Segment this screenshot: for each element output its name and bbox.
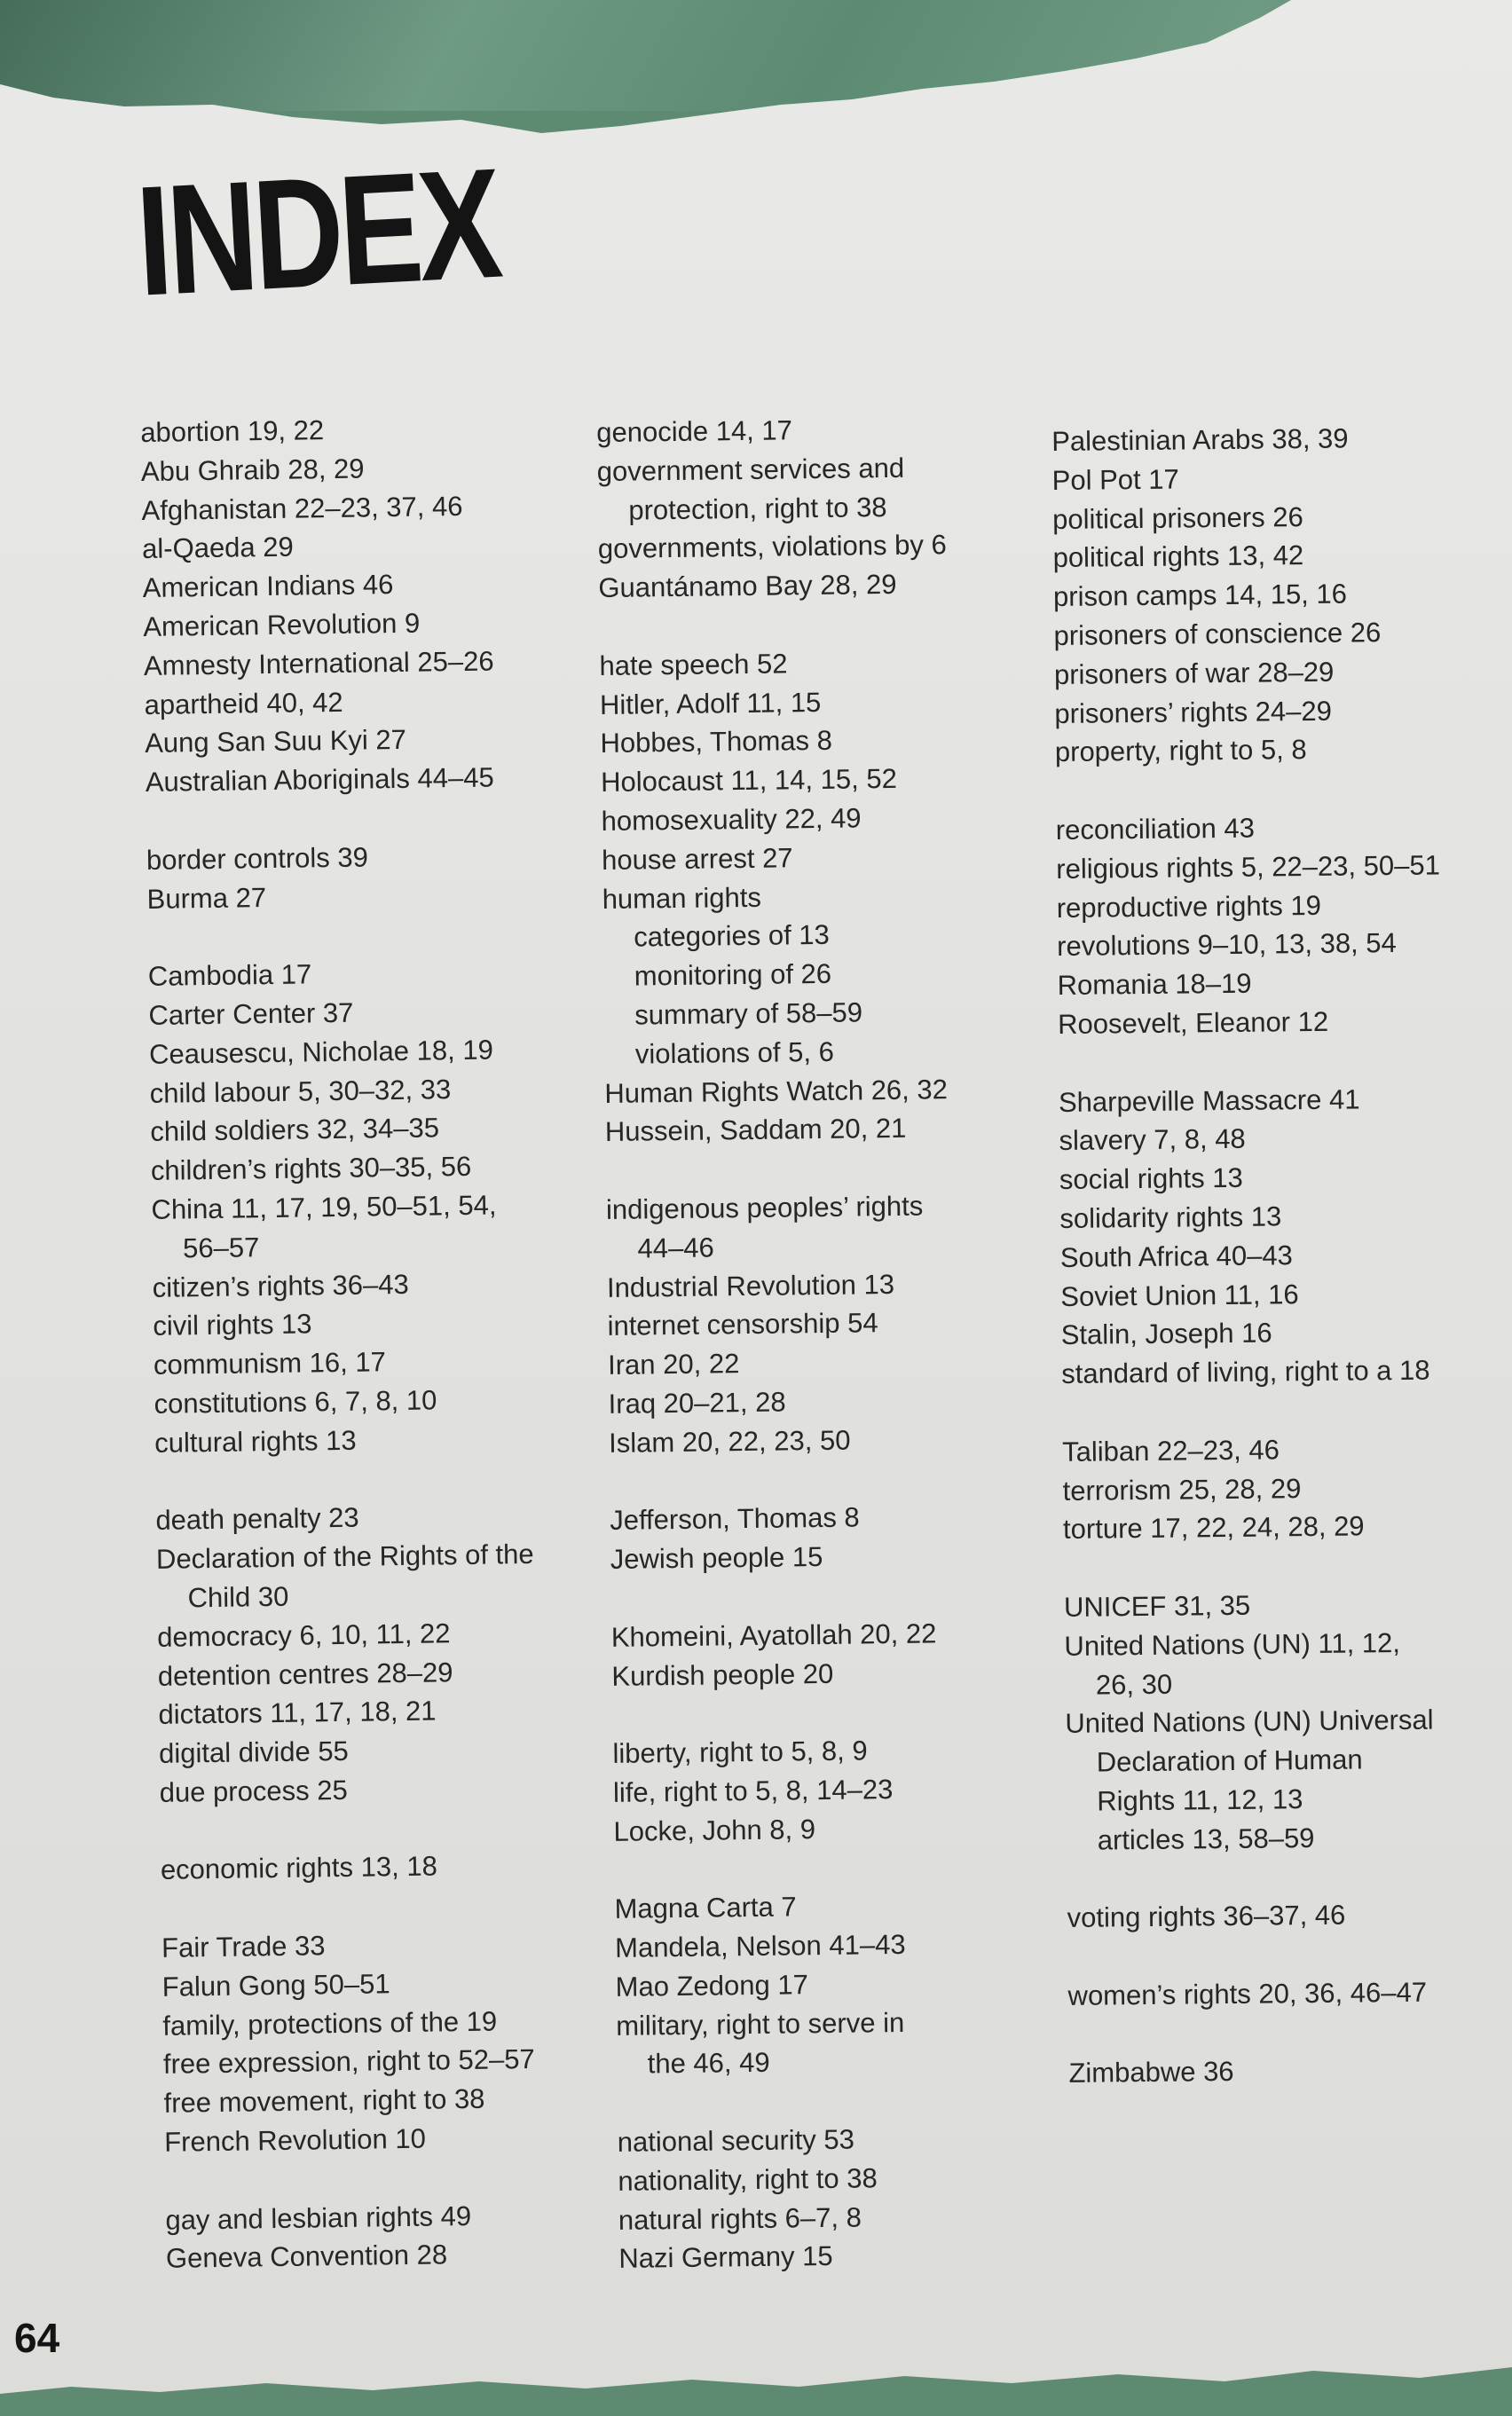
index-entry: Cambodia 17 xyxy=(147,958,312,993)
index-entry: dictators 11, 17, 18, 21 xyxy=(158,1695,437,1731)
index-entry: prisoners of conscience 26 xyxy=(1053,617,1382,651)
page-number: 64 xyxy=(14,2315,60,2361)
index-gap xyxy=(599,602,1060,647)
index-entry: family, protections of the 19 xyxy=(162,2005,498,2042)
index-entry: hate speech 52 xyxy=(599,648,788,681)
index-gap xyxy=(161,1884,623,1929)
index-entry: due process 25 xyxy=(159,1774,348,1808)
index-entry: China 11, 17, 19, 50–51, 54, xyxy=(151,1189,497,1225)
index-entry: Locke, John 8, 9 xyxy=(613,1813,816,1847)
index-column-3 xyxy=(1051,418,1512,2094)
index-entry: Romania 18–19 xyxy=(1057,967,1252,1002)
index-entry: cultural rights 13 xyxy=(154,1424,357,1459)
index-entry: prison camps 14, 15, 16 xyxy=(1052,578,1348,613)
index-entry: free expression, right to 52–57 xyxy=(162,2043,535,2081)
index-entry: Guantánamo Bay 28, 29 xyxy=(598,569,897,604)
index-entry: genocide 14, 17 xyxy=(596,414,793,448)
index-entry: Jefferson, Thomas 8 xyxy=(610,1501,860,1537)
index-entry: Burma 27 xyxy=(146,881,267,915)
index-subentry: articles 13, 58–59 xyxy=(1097,1822,1315,1856)
index-entry: political rights 13, 42 xyxy=(1052,539,1304,574)
index-entry: slavery 7, 8, 48 xyxy=(1059,1123,1246,1157)
index-column-2 xyxy=(596,408,1081,2278)
index-entry: border controls 39 xyxy=(146,841,369,876)
index-entry: military, right to serve in xyxy=(615,2006,905,2042)
index-entry: Pol Pot 17 xyxy=(1051,463,1179,496)
index-entry: Sharpeville Massacre 41 xyxy=(1058,1082,1360,1118)
index-entry: political prisoners 26 xyxy=(1051,500,1303,535)
index-entry: Soviet Union 11, 16 xyxy=(1060,1278,1299,1312)
index-entry: Holocaust 11, 14, 15, 52 xyxy=(600,763,898,799)
index-entry: torture 17, 22, 24, 28, 29 xyxy=(1062,1510,1365,1546)
index-entry: citizen’s rights 36–43 xyxy=(152,1268,409,1303)
index-entry: governments, violations by 6 xyxy=(597,529,947,565)
index-entry: Aung San Suu Kyi 27 xyxy=(144,724,407,759)
index-entry: Iraq 20–21, 28 xyxy=(608,1386,786,1420)
index-entry: Ceausescu, Nicholae 18, 19 xyxy=(148,1034,494,1070)
index-gap xyxy=(605,1146,1067,1191)
index-entry: Abu Ghraib 28, 29 xyxy=(140,453,365,487)
index-entry: life, right to 5, 8, 14–23 xyxy=(612,1773,894,1808)
index-gap xyxy=(609,1457,1070,1501)
index-entry: Hobbes, Thomas 8 xyxy=(600,725,833,759)
index-entry: constitutions 6, 7, 8, 10 xyxy=(154,1384,437,1420)
index-gap xyxy=(610,1573,1072,1617)
index-entry: Industrial Revolution 13 xyxy=(606,1268,895,1303)
index-entry: nationality, right to 38 xyxy=(618,2162,878,2197)
index-entry: civil rights 13 xyxy=(153,1308,312,1342)
index-gap xyxy=(1055,767,1512,811)
index-subentry: the 46, 49 xyxy=(647,2047,770,2080)
index-gap xyxy=(1063,1545,1512,1588)
index-entry: house arrest 27 xyxy=(601,842,793,876)
index-gap xyxy=(614,1845,1075,1890)
index-entry: Nazi Germany 15 xyxy=(618,2240,833,2275)
index-entry: internet censorship 54 xyxy=(607,1307,878,1342)
index-gap xyxy=(160,1806,622,1851)
index-gap xyxy=(612,1690,1074,1735)
index-entry: Magna Carta 7 xyxy=(614,1891,797,1925)
index-entry: natural rights 6–7, 8 xyxy=(618,2201,862,2236)
index-entry: Amnesty International 25–26 xyxy=(143,645,494,681)
index-column-1 xyxy=(140,407,627,2278)
index-entry: women’s rights 20, 36, 46–47 xyxy=(1067,1976,1428,2011)
index-subentry: 44–46 xyxy=(637,1232,714,1264)
index-entry: South Africa 40–43 xyxy=(1059,1239,1294,1273)
index-entry: Kurdish people 20 xyxy=(611,1657,834,1692)
index-entry: abortion 19, 22 xyxy=(140,414,325,448)
index-subentry: 56–57 xyxy=(182,1231,260,1264)
index-entry: reconciliation 43 xyxy=(1055,812,1256,846)
index-gap xyxy=(1058,1039,1512,1082)
index-gap xyxy=(617,2079,1078,2123)
index-entry: religious rights 5, 22–23, 50–51 xyxy=(1056,849,1441,885)
index-entry: Roosevelt, Eleanor 12 xyxy=(1057,1005,1329,1040)
index-entry: communism 16, 17 xyxy=(153,1346,387,1381)
index-entry: economic rights 13, 18 xyxy=(160,1850,438,1886)
index-entry: Human Rights Watch 26, 32 xyxy=(604,1073,949,1109)
index-entry: American Revolution 9 xyxy=(143,607,421,642)
index-entry: national security 53 xyxy=(617,2123,855,2158)
index-entry: Zimbabwe 36 xyxy=(1068,2056,1234,2089)
index-entry: Afghanistan 22–23, 37, 46 xyxy=(141,490,463,526)
index-entry: American Indians 46 xyxy=(142,569,394,604)
index-entry: Jewish people 15 xyxy=(610,1541,823,1576)
index-entry: social rights 13 xyxy=(1059,1161,1243,1196)
index-entry: Islam 20, 22, 23, 50 xyxy=(608,1424,851,1459)
index-entry: indigenous peoples’ rights xyxy=(605,1190,924,1225)
index-entry: child labour 5, 30–32, 33 xyxy=(149,1073,452,1109)
index-entry: voting rights 36–37, 46 xyxy=(1067,1899,1346,1934)
index-entry: Mao Zedong 17 xyxy=(615,1969,809,2003)
index-entry: French Revolution 10 xyxy=(163,2122,427,2158)
index-entry: standard of living, right to a 18 xyxy=(1061,1354,1430,1390)
index-entry: al-Qaeda 29 xyxy=(141,531,294,565)
index-entry: United Nations (UN) 11, 12, xyxy=(1064,1626,1401,1662)
index-entry: Iran 20, 22 xyxy=(607,1348,740,1381)
index-subentry: categories of 13 xyxy=(634,919,831,953)
index-entry: Taliban 22–23, 46 xyxy=(1061,1434,1280,1468)
index-entry: apartheid 40, 42 xyxy=(144,686,343,720)
index-entry: liberty, right to 5, 8, 9 xyxy=(612,1735,868,1769)
index-entry: child soldiers 32, 34–35 xyxy=(150,1112,440,1148)
index-entry: Falun Gong 50–51 xyxy=(161,1968,390,2003)
index-subentry: Child 30 xyxy=(187,1580,289,1614)
index-entry: reproductive rights 19 xyxy=(1056,889,1322,924)
index-gap xyxy=(147,912,610,957)
index-entry: revolutions 9–10, 13, 38, 54 xyxy=(1057,927,1397,963)
index-entry: terrorism 25, 28, 29 xyxy=(1062,1472,1302,1507)
index-subentry: summary of 58–59 xyxy=(634,996,863,1031)
index-entry: free movement, right to 38 xyxy=(163,2083,485,2120)
index-entry: Mandela, Nelson 41–43 xyxy=(614,1928,906,1963)
index-entry: Fair Trade 33 xyxy=(161,1930,326,1963)
index-entry: government services and xyxy=(596,452,905,487)
index-entry: democracy 6, 10, 11, 22 xyxy=(157,1617,451,1653)
index-gap xyxy=(155,1456,618,1501)
index-gap xyxy=(1068,2011,1512,2054)
index-gap xyxy=(146,796,608,841)
index-entry: Geneva Convention 28 xyxy=(165,2239,448,2275)
index-subentry: 26, 30 xyxy=(1095,1668,1173,1701)
index-subentry: Declaration of Human xyxy=(1096,1743,1363,1778)
page-title: INDEX xyxy=(132,136,502,329)
index-entry: homosexuality 22, 49 xyxy=(601,802,862,837)
index-entry: Declaration of the Rights of the xyxy=(155,1539,534,1575)
index-entry: death penalty 23 xyxy=(155,1501,359,1537)
index-gap xyxy=(1067,1933,1512,1977)
index-subentry: monitoring of 26 xyxy=(634,957,832,992)
index-entry: prisoners’ rights 24–29 xyxy=(1054,695,1333,729)
index-entry: Khomeini, Ayatollah 20, 22 xyxy=(610,1617,937,1653)
index-gap xyxy=(1067,1855,1512,1899)
index-entry: property, right to 5, 8 xyxy=(1054,734,1307,768)
index-entry: digital divide 55 xyxy=(158,1735,350,1769)
index-entry: human rights xyxy=(602,881,762,915)
index-entry: prisoners of war 28–29 xyxy=(1053,656,1335,690)
index-entry: Carter Center 37 xyxy=(148,996,354,1031)
index-entry: Hitler, Adolf 11, 15 xyxy=(599,686,822,720)
index-entry: children’s rights 30–35, 56 xyxy=(150,1151,472,1187)
index-subentry: violations of 5, 6 xyxy=(634,1035,835,1070)
index-gap xyxy=(165,2155,627,2200)
index-gap xyxy=(1061,1389,1512,1432)
index-entry: solidarity rights 13 xyxy=(1059,1200,1282,1234)
index-entry: UNICEF 31, 35 xyxy=(1063,1589,1251,1623)
index-entry: Stalin, Joseph 16 xyxy=(1060,1317,1272,1351)
index-entry: gay and lesbian rights 49 xyxy=(165,2200,472,2236)
index-entry: Palestinian Arabs 38, 39 xyxy=(1051,422,1349,457)
index-entry: Hussein, Saddam 20, 21 xyxy=(604,1113,907,1148)
index-entry: United Nations (UN) Universal xyxy=(1065,1704,1434,1740)
index-subentry: protection, right to 38 xyxy=(628,491,887,526)
index-entry: Australian Aboriginals 44–45 xyxy=(145,761,494,799)
index-subentry: Rights 11, 12, 13 xyxy=(1097,1783,1303,1817)
index-entry: detention centres 28–29 xyxy=(157,1656,453,1692)
